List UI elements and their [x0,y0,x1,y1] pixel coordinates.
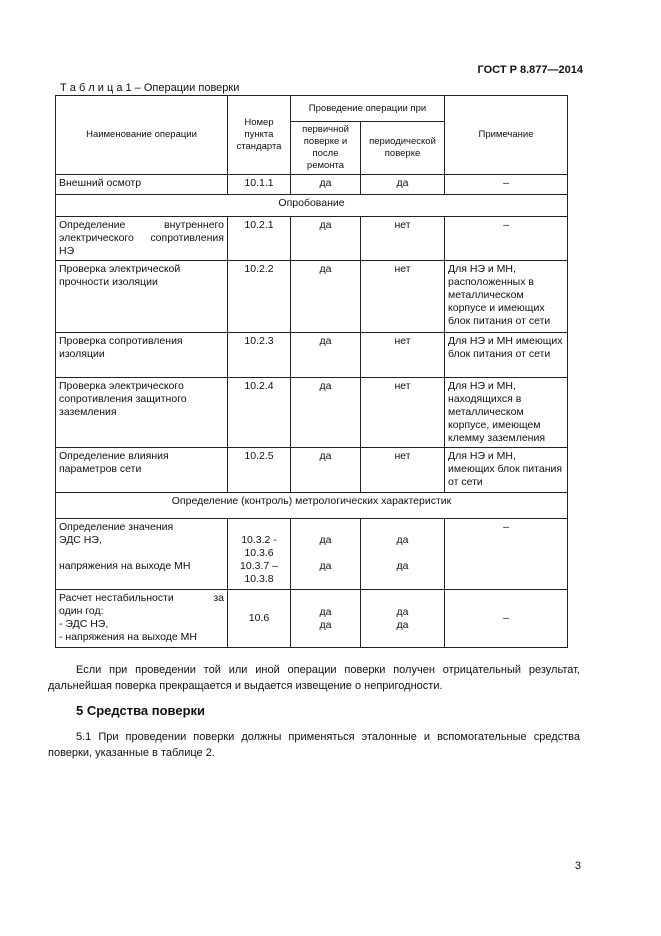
instab-primary2: да [319,618,332,631]
instab-line2: - напряжения на выходе МН [59,631,197,643]
cell-name: Определение внутреннего электрического сопротивления НЭ [56,217,228,261]
section-title-testing: Опробование [56,195,568,217]
section-heading: 5 Средства поверки [76,703,206,718]
section-paragraph: 5.1 При проведении поверки должны применяться эталонные и вспомогательные средства поверки, указанные в таблице 2. [48,731,580,759]
table-row [56,261,568,333]
after-table-paragraph: Если при проведении той или иной операции поверки получен отрицательный результат, дальнейшая поверка прекращается и выдается извещение о непригодности. [48,664,580,692]
emf-clause2: 10.3.7 – 10.3.8 [240,560,278,585]
table-row [56,519,568,590]
cell-primary [291,519,361,590]
cell-clause: 10.2.3 [228,333,291,378]
emf-title: Определение значения [59,521,174,533]
cell-primary: да [291,175,361,195]
header-conduct: Проведение операции при [291,96,445,122]
cell-periodic: нет [361,333,445,378]
header-clause: Номер пункта стандарта [228,96,291,175]
header-periodic: периодической поверке [361,122,445,175]
cell-note: Для НЭ и МН, находящихся в металлическом корпусе, имеющем клемму заземления [445,378,568,448]
table-row [56,217,568,261]
cell-primary: да [291,333,361,378]
cell-name [56,519,228,590]
header-primary: первичной поверке и после ремонта [291,122,361,175]
cell-note: – [445,590,568,648]
table-row [56,333,568,378]
cell-name: Проверка электрического сопротивления защитного заземления [56,378,228,448]
table-caption: Т а б л и ц а 1 – Операции поверки [60,82,240,94]
cell-periodic: нет [361,448,445,493]
cell-name: Проверка электрической прочности изоляции [56,261,228,333]
cell-periodic: да [361,175,445,195]
cell-note: Для НЭ и МН, имеющих блок питания от сети [445,448,568,493]
instab-primary1: да [319,605,332,618]
instab-title-a: Расчет нестабильности [59,592,174,604]
header-note: Примечание [445,96,568,175]
instab-line1: - ЭДС НЭ, [59,618,109,630]
cell-clause: 10.2.5 [228,448,291,493]
cell-clause: 10.2.1 [228,217,291,261]
cell-clause [228,519,291,590]
cell-periodic [361,590,445,648]
cell-note: Для НЭ и МН имеющих блок питания от сети [445,333,568,378]
section-row [56,195,568,217]
emf-clause1: 10.3.2 - 10.3.6 [241,534,277,559]
cell-primary: да [291,217,361,261]
emf-periodic1: да [396,534,409,546]
cell-primary: да [291,261,361,333]
cell-clause: 10.6 [228,590,291,648]
table-row [56,378,568,448]
cell-name: Проверка сопротивления изоляции [56,333,228,378]
section-row [56,493,568,519]
table-row [56,590,568,648]
emf-line1: ЭДС НЭ, [59,534,102,546]
cell-periodic [361,519,445,590]
header-name: Наименование операции [56,96,228,175]
standard-number: ГОСТ Р 8.877—2014 [477,64,583,76]
cell-periodic: нет [361,378,445,448]
cell-periodic: нет [361,261,445,333]
cell-name: Определение влияния параметров сети [56,448,228,493]
cell-primary: да [291,378,361,448]
emf-primary1: да [319,534,332,546]
emf-line2: напряжения на выходе МН [59,560,191,572]
cell-primary [291,590,361,648]
cell-name: Внешний осмотр [56,175,228,195]
cell-clause: 10.1.1 [228,175,291,195]
cell-note: – [445,175,568,195]
instab-title-b: за [213,592,224,604]
table-row [56,448,568,493]
page-number: 3 [574,860,581,872]
emf-primary2: да [319,560,332,572]
cell-note: – [445,519,568,590]
instab-line0: один год: [59,605,104,617]
cell-note: Для НЭ и МН, расположенных в металлическом корпусе и имеющих блок питания от сети [445,261,568,333]
section-title-metrology: Определение (контроль) метрологических характеристик [56,493,568,519]
cell-clause: 10.2.2 [228,261,291,333]
cell-note: – [445,217,568,261]
cell-periodic: нет [361,217,445,261]
instab-title [59,592,224,605]
cell-name [56,590,228,648]
instab-periodic2: да [396,618,409,631]
cell-primary: да [291,448,361,493]
table-row [56,175,568,195]
emf-periodic2: да [396,560,409,572]
cell-clause: 10.2.4 [228,378,291,448]
operations-table [55,95,568,648]
instab-periodic1: да [396,605,409,618]
